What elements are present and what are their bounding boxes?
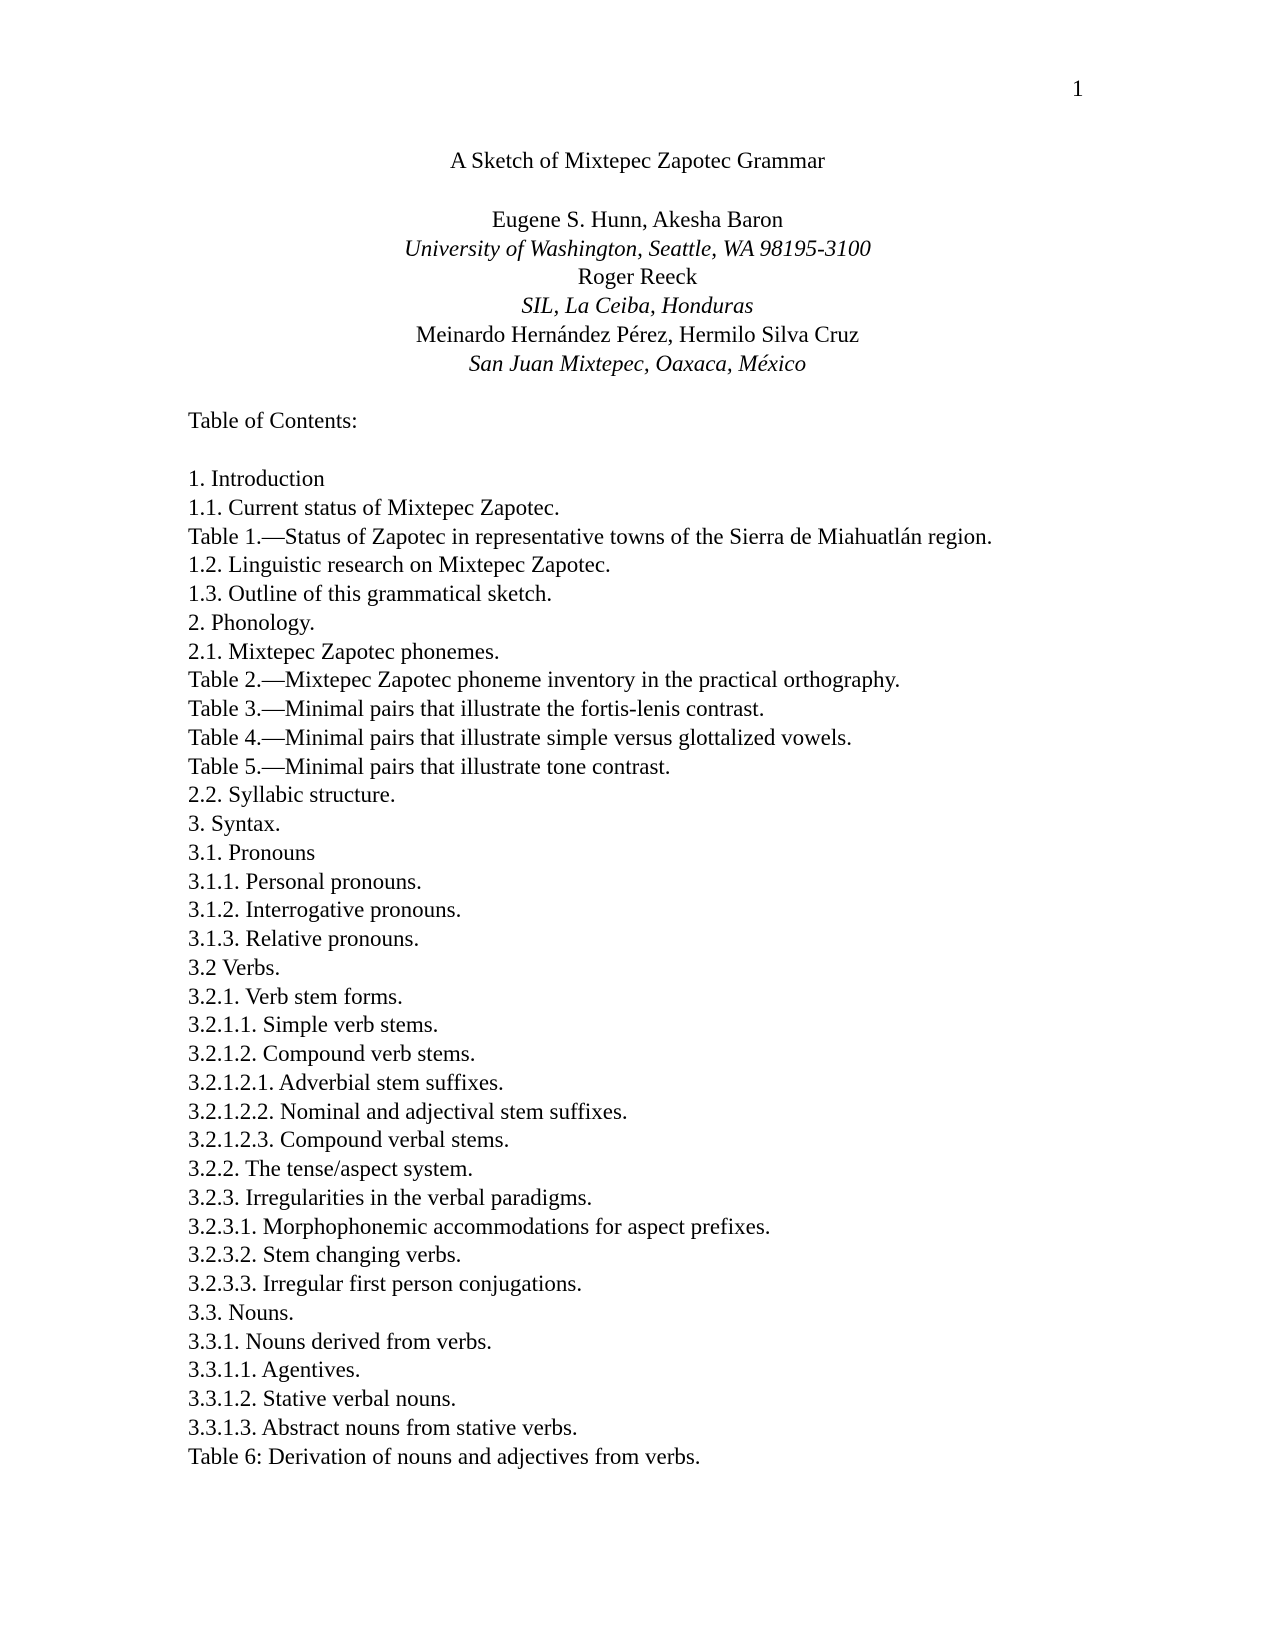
table-of-contents: [188, 465, 992, 1471]
toc-entry: 3.2.3.1. Morphophonemic accommodations for aspect prefixes.: [188, 1213, 771, 1239]
author-affiliation: University of Washington, Seattle, WA 98195-3100: [404, 235, 871, 261]
toc-entry: 3.2.3.2. Stem changing verbs.: [188, 1242, 462, 1268]
toc-entry: 3.1. Pronouns: [188, 839, 316, 865]
author-affiliation: SIL, La Ceiba, Honduras: [521, 293, 754, 319]
toc-entry: 3.2.1.1. Simple verb stems.: [188, 1012, 439, 1038]
toc-entry: 3.2 Verbs.: [188, 954, 281, 980]
toc-entry: Table 2.—Mixtepec Zapotec phoneme inventory in the practical orthography.: [188, 667, 901, 693]
toc-entry: 3.2.1. Verb stem forms.: [188, 983, 403, 1009]
toc-entry: 3.3.1. Nouns derived from verbs.: [188, 1328, 493, 1354]
page-number: 1: [1072, 76, 1084, 101]
toc-entry: 3.3.1.3. Abstract nouns from stative verbs.: [188, 1414, 578, 1440]
toc-entry: 3.3. Nouns.: [188, 1299, 295, 1325]
author-block: [0, 206, 1275, 378]
toc-entry: 1.1. Current status of Mixtepec Zapotec.: [188, 494, 560, 520]
toc-entry: Table 3.—Minimal pairs that illustrate the fortis-lenis contrast.: [188, 696, 765, 721]
author-affiliation: San Juan Mixtepec, Oaxaca, México: [468, 350, 807, 376]
toc-entry: 3.2.3.3. Irregular first person conjugations.: [188, 1271, 583, 1296]
toc-entry: 3.2.1.2.3. Compound verbal stems.: [188, 1127, 510, 1153]
author-names: Eugene S. Hunn, Akesha Baron: [491, 207, 784, 232]
toc-entry: 3.2.1.2.1. Adverbial stem suffixes.: [188, 1069, 504, 1095]
toc-entry: 2.1. Mixtepec Zapotec phonemes.: [188, 638, 500, 664]
document-title: A Sketch of Mixtepec Zapotec Grammar: [450, 148, 825, 173]
toc-entry: 3.3.1.2. Stative verbal nouns.: [188, 1386, 457, 1411]
toc-entry: 1. Introduction: [188, 466, 325, 491]
toc-entry: 1.2. Linguistic research on Mixtepec Zapotec.: [188, 552, 611, 578]
toc-entry: Table 5.—Minimal pairs that illustrate tone contrast.: [188, 753, 671, 779]
toc-entry: 1.3. Outline of this grammatical sketch.: [188, 581, 553, 606]
toc-entry: Table 6: Derivation of nouns and adjectives from verbs.: [188, 1443, 701, 1469]
toc-entry: Table 4.—Minimal pairs that illustrate simple versus glottalized vowels.: [188, 724, 852, 750]
toc-entry: Table 1.—Status of Zapotec in representative towns of the Sierra de Miahuatlán region.: [188, 523, 993, 549]
author-names: Meinardo Hernández Pérez, Hermilo Silva Cruz: [415, 321, 860, 347]
toc-entry: 3.2.1.2. Compound verb stems.: [188, 1041, 476, 1066]
toc-heading: Table of Contents:: [188, 408, 358, 433]
toc-entry: 3.2.3. Irregularities in the verbal paradigms.: [188, 1184, 593, 1210]
toc-entry: 3.2.2. The tense/aspect system.: [188, 1156, 474, 1181]
toc-entry: 3.1.2. Interrogative pronouns.: [188, 897, 462, 923]
toc-entry: 3.3.1.1. Agentives.: [188, 1357, 361, 1383]
author-names: Roger Reeck: [577, 264, 698, 290]
toc-entry: 2. Phonology.: [188, 609, 315, 635]
toc-entry: 2.2. Syllabic structure.: [188, 782, 396, 808]
toc-entry: 3.1.1. Personal pronouns.: [188, 868, 422, 894]
toc-entry: 3.2.1.2.2. Nominal and adjectival stem suffixes.: [188, 1098, 628, 1124]
toc-entry: 3.1.3. Relative pronouns.: [188, 926, 420, 951]
toc-entry: 3. Syntax.: [188, 811, 281, 836]
